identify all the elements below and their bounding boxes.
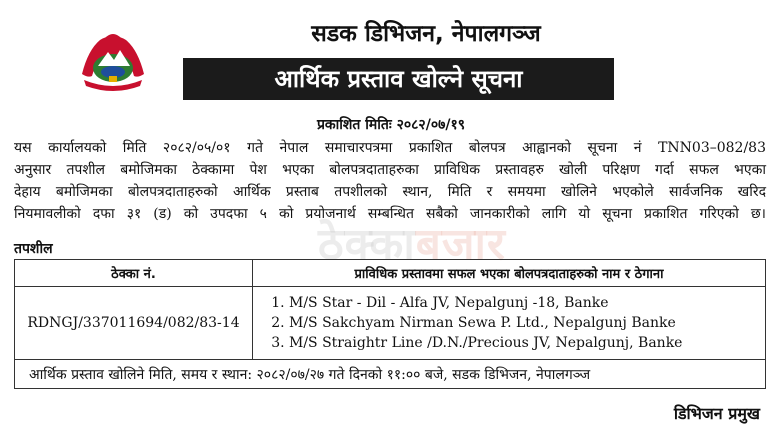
- bidder-item: 1. M/S Star - Dil - Alfa JV, Nepalgunj -18, Banke: [289, 293, 755, 313]
- contract-id: RDNGJ/337011694/082/83-14: [15, 287, 253, 360]
- notice-paragraph: [14, 137, 766, 225]
- column-header-contract: ठेक्का नं.: [15, 260, 253, 287]
- bidder-item: 3. M/S Straightr Line /D.N./Precious JV, Nepalgunj, Banke: [289, 333, 755, 353]
- published-date: प्रकाशित मितिः २०८२/०७/१९: [316, 117, 466, 133]
- bid-table: [14, 259, 766, 389]
- column-header-bidders: प्राविधिक प्रस्तावमा सफल भएका बोलपत्रदाताहरुको नाम र ठेगाना: [253, 260, 766, 287]
- bidder-item: 2. M/S Sakchyam Nirman Sewa P. Ltd., Nepalgunj Banke: [289, 313, 755, 333]
- bidder-list-cell: [253, 287, 766, 360]
- watermark-part: ठेक्का: [318, 219, 416, 270]
- table-header-row: [15, 260, 766, 287]
- section-label: तपशील: [14, 241, 53, 257]
- notice-line: यस कार्यालयको मिति २०८२/०५/०१ गते नेपाल समाचारपत्रमा प्रकाशित बोलपत्र आह्वानको सूचना नं TNN03–082/83: [14, 140, 766, 156]
- notice-line: अनुसार तपशील बमोजिमका ठेक्कामा पेश भएका बोलपत्रदाताहरुका प्राविधिक प्रस्तावहरु खोली परिक्षण गर्दा सफल भएका: [14, 162, 766, 178]
- table-row: [15, 287, 766, 360]
- notice-line: देहाय बमोजिमका बोलपत्रदाताहरुको आर्थिक प्रस्ताब तपशीलको स्थान, मिति र समयमा खोलिने भएकोले सार्वजनिक खरिद: [14, 184, 766, 200]
- notice-title: आर्थिक प्रस्ताव खोल्ने सूचना: [183, 58, 614, 100]
- signature-title: डिभिजन प्रमुख: [673, 404, 760, 423]
- notice-line: नियमावलीको दफा ३१ (ड) को उपदफा ५ को प्रयोजनार्थ सम्बन्धित सबैको जानकारीको लागि यो सूचना प्रकाशित गरिएको छ।: [14, 206, 766, 222]
- opening-details: आर्थिक प्रस्ताव खोलिने मिति, समय र स्थान: २०८२/०७/२७ गते दिनको ११:०० बजे, सडक डिभिजन, नेपालगञ्ज: [15, 360, 766, 389]
- bidder-list: [263, 293, 755, 353]
- watermark-part: बजार: [415, 219, 506, 270]
- office-name: सडक डिभिजन, नेपालगञ्ज: [311, 21, 541, 47]
- table-footer-row: [15, 360, 766, 389]
